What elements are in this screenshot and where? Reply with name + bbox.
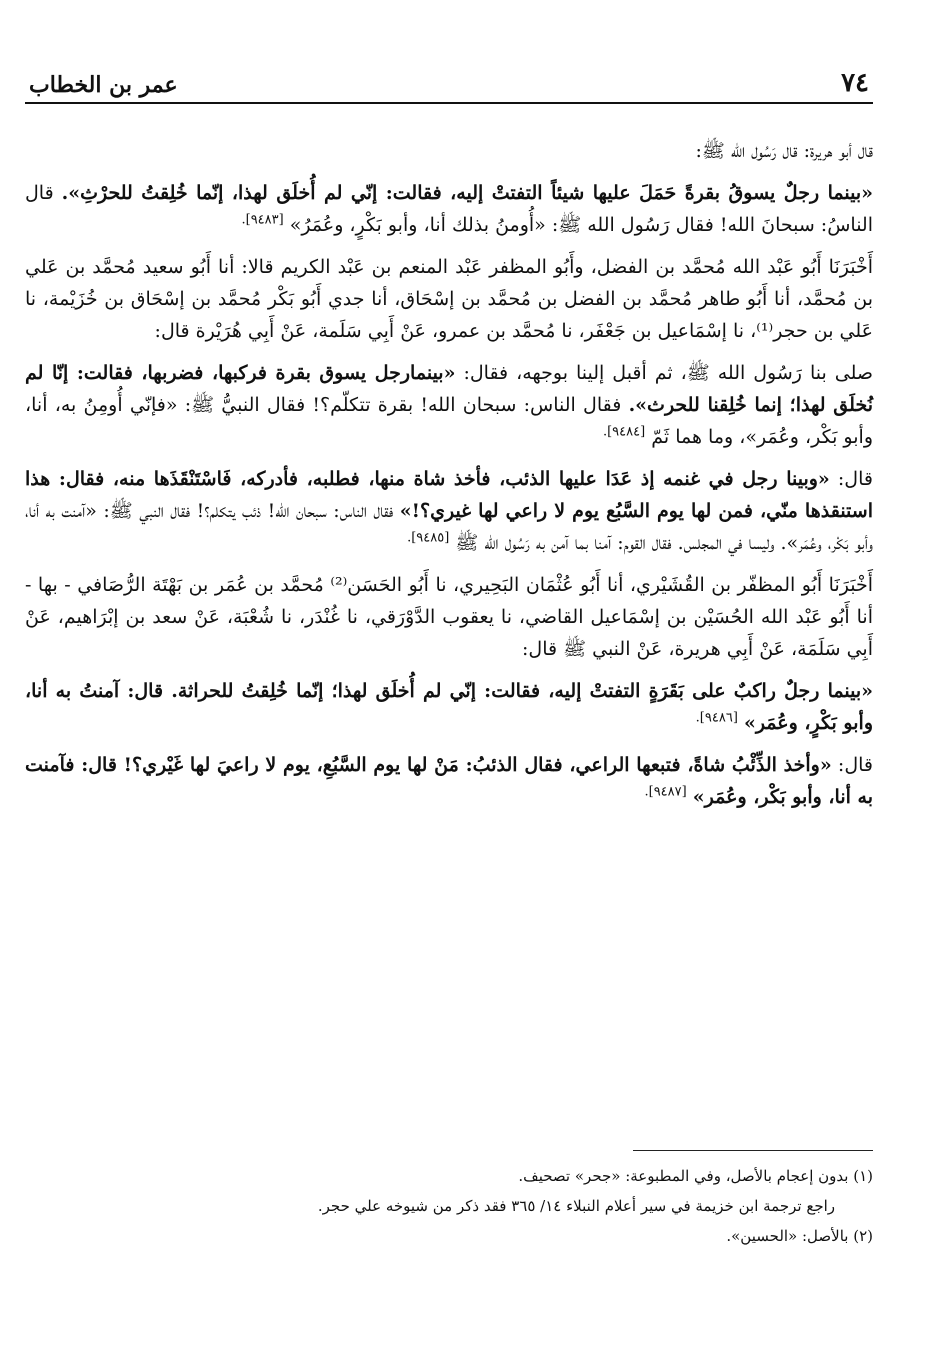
paragraph-text: قال: xyxy=(831,754,873,776)
footnote: (٢) بالأصل: «الحسين». xyxy=(726,1227,873,1245)
hadith-number: [٩٤٨٤]. xyxy=(602,424,646,440)
hadith-text: «بينما رجلٌ راكبٌ على بَقَرَةٍ التفتتْ إليه، فقالت: إنّي لم أُخلَق لهذا؛ إنّما خُلِقتُ للحراثة. قال: آمنتُ به أنا، وأبو بَكْرٍ، وعُمَر» xyxy=(25,680,873,734)
page-header xyxy=(25,60,873,104)
hadith-number: [٩٤٨٣]. xyxy=(241,212,284,228)
footnote: راجع ترجمة ابن خزيمة في سير أعلام النبلاء ١٤/ ٣٦٥ فقد ذكر من شيوخه علي حجر. xyxy=(317,1197,835,1215)
paragraph xyxy=(25,251,873,347)
hadith-text: «وبينا رجل في غنمه إذ عَدَا عليها الذئب، فأخذ شاة منها، فطلبه، فأدركه، فَاسْتَنْقَذَها منه، فقال: هذا استنقذها منّي، فمن لها يوم السَّبُع يوم لا راعي لها غيري؟!» xyxy=(25,468,873,522)
paragraph-text: صلى بنا رَسُول الله ﷺ، ثم أقبل إلينا بوجهه، فقال: xyxy=(455,362,873,384)
paragraph-text: قال: xyxy=(829,468,873,490)
footnote-divider xyxy=(633,1150,873,1151)
paragraph xyxy=(25,135,873,167)
hadith-number: [٩٤٨٦]. xyxy=(695,710,738,726)
paragraph-text: فقال الناس: سبحان الله! بقرة تتكلّم؟! فقال النبيُّ ﷺ: «فإنّي أُومِنُ به، أنا، وأبو بَكْر، وعُمَر»، وما هما ثَمّ xyxy=(25,394,873,448)
page-number: ٧٤ xyxy=(841,68,869,98)
paragraph xyxy=(25,463,873,559)
paragraph xyxy=(25,749,873,813)
hadith-text: «بينما رجلٌ يسوقُ بقرةً حَمَلَ عليها شيئاً التفتتْ إليه، فقالت: إنّي لم أُخلَق لهذا، إنّما خُلِقتُ للحرْثِ». xyxy=(61,182,874,204)
paragraph-text: فقال الناس: سبحان الله! ذئب يتكلم؟! فقال النبي ﷺ: «آمنت به أنا، وأبو بَكْر، وعُمَر». وليسا في المجلس. فقال القوم: آمنا بما آمن به رَسُول الله ﷺ xyxy=(25,500,873,554)
paragraph xyxy=(25,675,873,739)
footnote: (١) بدون إعجام بالأصل، وفي المطبوعة: «جحر» تصحيف. xyxy=(518,1167,873,1185)
running-title: عمر بن الخطاب xyxy=(29,72,178,98)
isnad-text: أَخْبَرَنَا أَبُو عَبْد الله مُحمَّد بن الفضل، وأَبُو المظفر عَبْد المنعم بن عَبْد الكريم قالا: أنا أَبُو سعيد مُحمَّد بن عَلي بن مُحمَّد، أنا أَبُو طاهر مُحمَّد بن الفضل بن مُحمَّد بن إسْحَاق، أنا جدي أَبُو بَكْر مُحمَّد بن إسْحَاق بن خُزَيْمة، نا عَلي بن حجر⁽¹⁾، نا إسْمَاعيل بن جَعْفَر، نا مُحمَّد بن عمرو، عَنْ أَبِي سَلَمة، عَنْ أَبِي هُرَيْرة قال: xyxy=(25,256,873,342)
hadith-text: «وأخذ الذِّئْبُ شاةً، فتبعها الراعي، فقال الذئبُ: مَنْ لها يوم السَّبُعِ، يوم لا راعيَ لها غَيْري؟! قال: فآمنت به أنا، وأبو بَكْر، وعُمَر» xyxy=(25,754,873,808)
paragraph xyxy=(25,357,873,453)
hadith-number: [٩٤٨٥]. xyxy=(407,530,450,546)
hadith-number: [٩٤٨٧]. xyxy=(644,784,687,800)
paragraph-text: قال الناسُ: سبحانَ الله! فقال رَسُول الله ﷺ: «أُومنُ بذلك أنا، وأبو بَكْرٍ، وعُمَرُ» xyxy=(25,182,873,236)
paragraph xyxy=(25,569,873,665)
hadith-text: «بينمارجل يسوق بقرة فركبها، فضربها، فقالت: إنّا لم نُخلَق لهذا؛ إنما خُلِقنا للحرث». xyxy=(25,362,873,416)
paragraph xyxy=(25,177,873,241)
footnotes xyxy=(25,1150,873,1251)
main-text xyxy=(25,135,873,823)
paragraph-text: قال أبو هريرة: قال رَسُول الله ﷺ: xyxy=(695,140,873,162)
isnad-text: أَخْبَرَنَا أَبُو المظفّر بن القُشَيْري، أنا أَبُو عُثْمَان البَحِيري، نا أَبُو الحَسَن⁽²⁾ مُحمَّد بن عُمَر بن بَهْتَة الرُّصَافي - بها - أنا أَبُو عَبْد الله الحُسَيْن بن إسْمَاعيل القاضي، نا يعقوب الدَّوْرَقي، نا غُنْدَر، نا شُعْبَة، عَنْ سعد بن إبْرَاهيم، عَنْ أَبِي سَلَمَة، عَنْ أَبِي هريرة، عَنْ النبي ﷺ قال: xyxy=(25,574,873,660)
